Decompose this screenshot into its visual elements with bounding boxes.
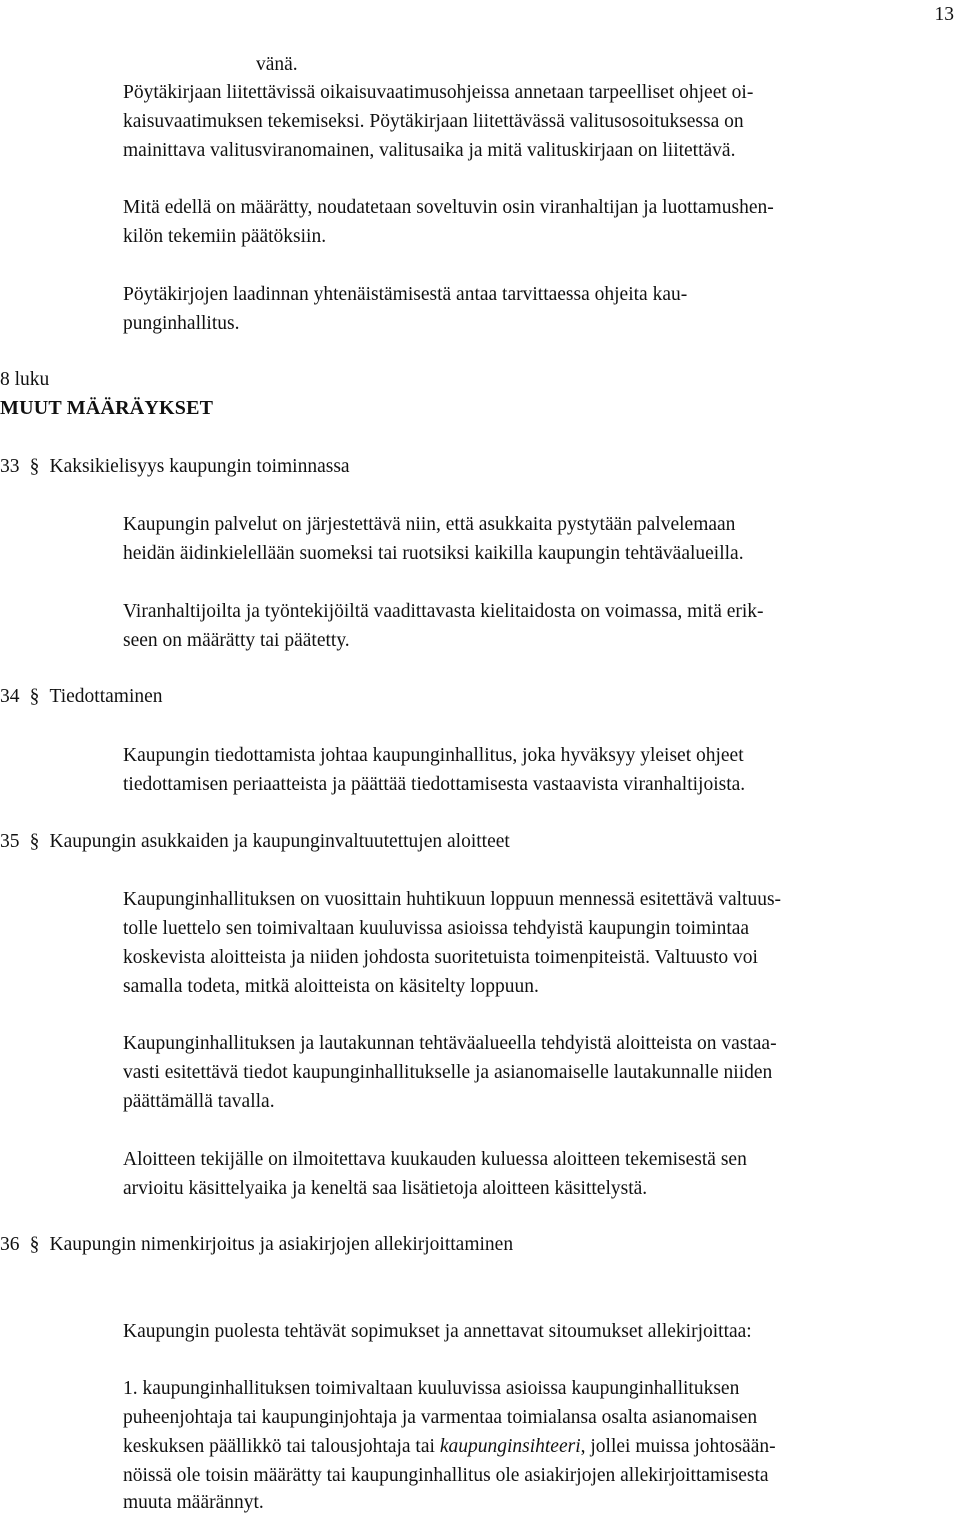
section-title: Kaupungin nimenkirjoitus ja asiakirjojen allekirjoittaminen: [49, 1234, 514, 1255]
paragraph-line: punginhallitus.: [123, 313, 240, 334]
chapter-title: MUUT MÄÄRÄYKSET: [0, 397, 214, 419]
paragraph-line: kilön tekemiin päätöksiin.: [123, 226, 327, 247]
list-item-line: 1. kaupunginhallituksen toimivaltaan kuuluvissa asioissa kaupunginhallituksen: [123, 1378, 740, 1399]
section-number: 36: [0, 1234, 20, 1255]
section-symbol: §: [29, 1234, 40, 1255]
list-item-line: puheenjohtaja tai kaupunginjohtaja ja varmentaa toimialansa osalta asianomaisen: [123, 1407, 758, 1428]
section-heading-36: [0, 1230, 513, 1259]
paragraph-line: samalla todeta, mitkä aloitteista on käsitelty loppuun.: [123, 976, 539, 997]
paragraph-line: mainittava valitusviranomainen, valitusaika ja mitä valituskirjaan on liitettävä.: [123, 140, 736, 161]
section-heading-33: [0, 452, 350, 481]
paragraph-line: kaisuvaatimuksen tekemiseksi. Pöytäkirjaan liitettävässä valitusosoituksessa on: [123, 111, 744, 132]
paragraph-line: päättämällä tavalla.: [123, 1091, 275, 1112]
continued-text: vänä.: [256, 54, 298, 75]
section-symbol: §: [29, 831, 40, 852]
section-heading-34: [0, 682, 163, 711]
text-run: , jollei muissa johtosään-: [580, 1436, 776, 1457]
list-item-line: [123, 1432, 776, 1461]
paragraph-line: Kaupunginhallituksen ja lautakunnan tehtäväalueella tehdyistä aloitteista on vastaa-: [123, 1033, 777, 1054]
paragraph-line: heidän äidinkielellään suomeksi tai ruotsiksi kaikilla kaupungin tehtäväalueilla.: [123, 543, 744, 564]
list-item-line: muuta määrännyt.: [123, 1492, 264, 1513]
chapter-label: 8 luku: [0, 369, 50, 390]
section-heading-35: [0, 827, 510, 856]
emphasized-term: kaupunginsihteeri: [439, 1436, 581, 1457]
paragraph-line: tolle luettelo sen toimivaltaan kuuluvissa asioissa tehdyistä kaupungin toimintaa: [123, 918, 750, 939]
paragraph-line: Viranhaltijoilta ja työntekijöiltä vaadittavasta kielitaidosta on voimassa, mitä erik-: [123, 601, 764, 622]
paragraph-line: vasti esitettävä tiedot kaupunginhallitukselle ja asianomaiselle lautakunnalle niiden: [123, 1062, 773, 1083]
section-symbol: §: [29, 456, 40, 477]
paragraph-line: Kaupungin puolesta tehtävät sopimukset ja annettavat sitoumukset allekirjoittaa:: [123, 1321, 752, 1342]
paragraph-line: Kaupunginhallituksen on vuosittain huhtikuun loppuun mennessä esitettävä valtuus-: [123, 889, 782, 910]
paragraph-line: Mitä edellä on määrätty, noudatetaan soveltuvin osin viranhaltijan ja luottamushen-: [123, 197, 774, 218]
page-number: 13: [934, 4, 954, 25]
section-number: 35: [0, 831, 20, 852]
paragraph-line: Aloitteen tekijälle on ilmoitettava kuukauden kuluessa aloitteen tekemisestä sen: [123, 1149, 747, 1170]
section-number: 33: [0, 456, 20, 477]
paragraph-line: Pöytäkirjaan liitettävissä oikaisuvaatimusohjeissa annetaan tarpeelliset ohjeet oi-: [123, 82, 754, 103]
paragraph-line: Kaupungin tiedottamista johtaa kaupunginhallitus, joka hyväksyy yleiset ohjeet: [123, 745, 744, 766]
section-number: 34: [0, 686, 20, 707]
paragraph-line: Kaupungin palvelut on järjestettävä niin, että asukkaita pystytään palvelemaan: [123, 514, 736, 535]
paragraph-line: tiedottamisen periaatteista ja päättää tiedottamisesta vastaavista viranhaltijoista.: [123, 774, 746, 795]
section-title: Kaksikielisyys kaupungin toiminnassa: [49, 456, 350, 477]
section-title: Tiedottaminen: [49, 686, 163, 707]
paragraph-line: Pöytäkirjojen laadinnan yhtenäistämisestä antaa tarvittaessa ohjeita kau-: [123, 284, 688, 305]
paragraph-line: seen on määrätty tai päätetty.: [123, 630, 350, 651]
paragraph-line: koskevista aloitteista ja niiden johdosta suoritetuista toimenpiteistä. Valtuusto voi: [123, 947, 758, 968]
section-title: Kaupungin asukkaiden ja kaupunginvaltuutettujen aloitteet: [49, 831, 510, 852]
list-item-line: nöissä ole toisin määrätty tai kaupunginhallitus ole asiakirjojen allekirjoittamisesta: [123, 1465, 769, 1486]
paragraph-line: arvioitu käsittelyaika ja keneltä saa lisätietoja aloitteen käsittelystä.: [123, 1178, 648, 1199]
section-symbol: §: [29, 686, 40, 707]
text-run: keskuksen päällikkö tai talousjohtaja tai: [123, 1436, 440, 1457]
